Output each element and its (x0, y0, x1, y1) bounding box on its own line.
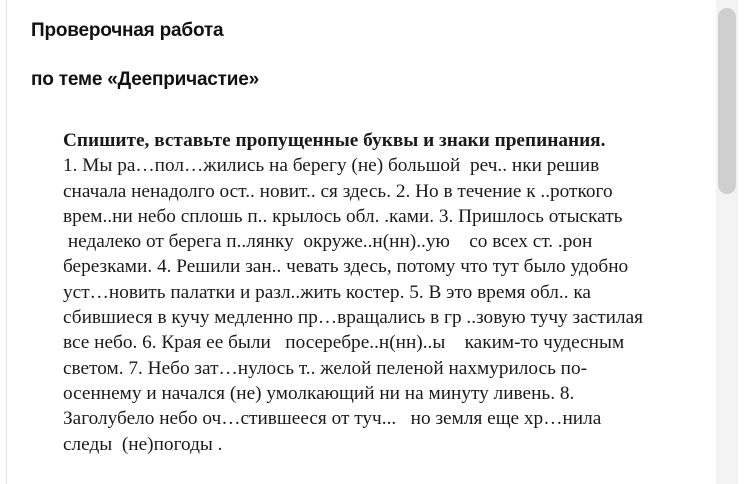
text-line: сначала ненадолго ост.. новит.. ся здесь. 2. Но в течение к ..роткого (63, 180, 613, 202)
text-line: березками. 4. Решили зан.. чевать здесь, потому что тут было удобно (63, 256, 629, 278)
exercise-instruction: Спишите, вставьте пропущенные буквы и знаки препинания. (63, 130, 606, 151)
text-line: светом. 7. Небо зат…нулось т.. желой пеленой нахмурилось по- (63, 357, 588, 379)
scrollbar-thumb[interactable] (718, 8, 736, 194)
document-page (6, 0, 726, 484)
text-line: все небо. 6. Края ее были посеребре..н(нн)..ы каким-то чудесным (63, 332, 625, 354)
page-subtitle: по теме «Деепричастие» (31, 69, 259, 90)
text-line: осеннему и начался (не) умолкающий ни на минуту ливень. 8. (63, 382, 575, 404)
text-line: следы (не)погоды . (63, 433, 223, 455)
text-line: врем..ни небо сплошь п.. крылось обл. .ками. 3. Пришлось отыскать (63, 205, 623, 227)
text-line: сбившиеся в кучу медленно пр…вращались в гр ..зовую тучу застилая (63, 307, 643, 329)
page-title: Проверочная работа (31, 20, 224, 41)
exercise-text (63, 128, 703, 457)
text-line: уст…новить палатки и разл..жить костер. 5. В это время обл.. ка (63, 281, 591, 303)
text-line: 1. Мы ра…пол…жились на берегу (не) большой реч.. нки решив (63, 155, 600, 177)
text-line: Заголубело небо оч…стившееся от туч... но земля еще хр…нила (63, 408, 602, 430)
text-line: недалеко от берега п..лянку окруже..н(нн)..ую со всех ст. .рон (63, 231, 593, 253)
